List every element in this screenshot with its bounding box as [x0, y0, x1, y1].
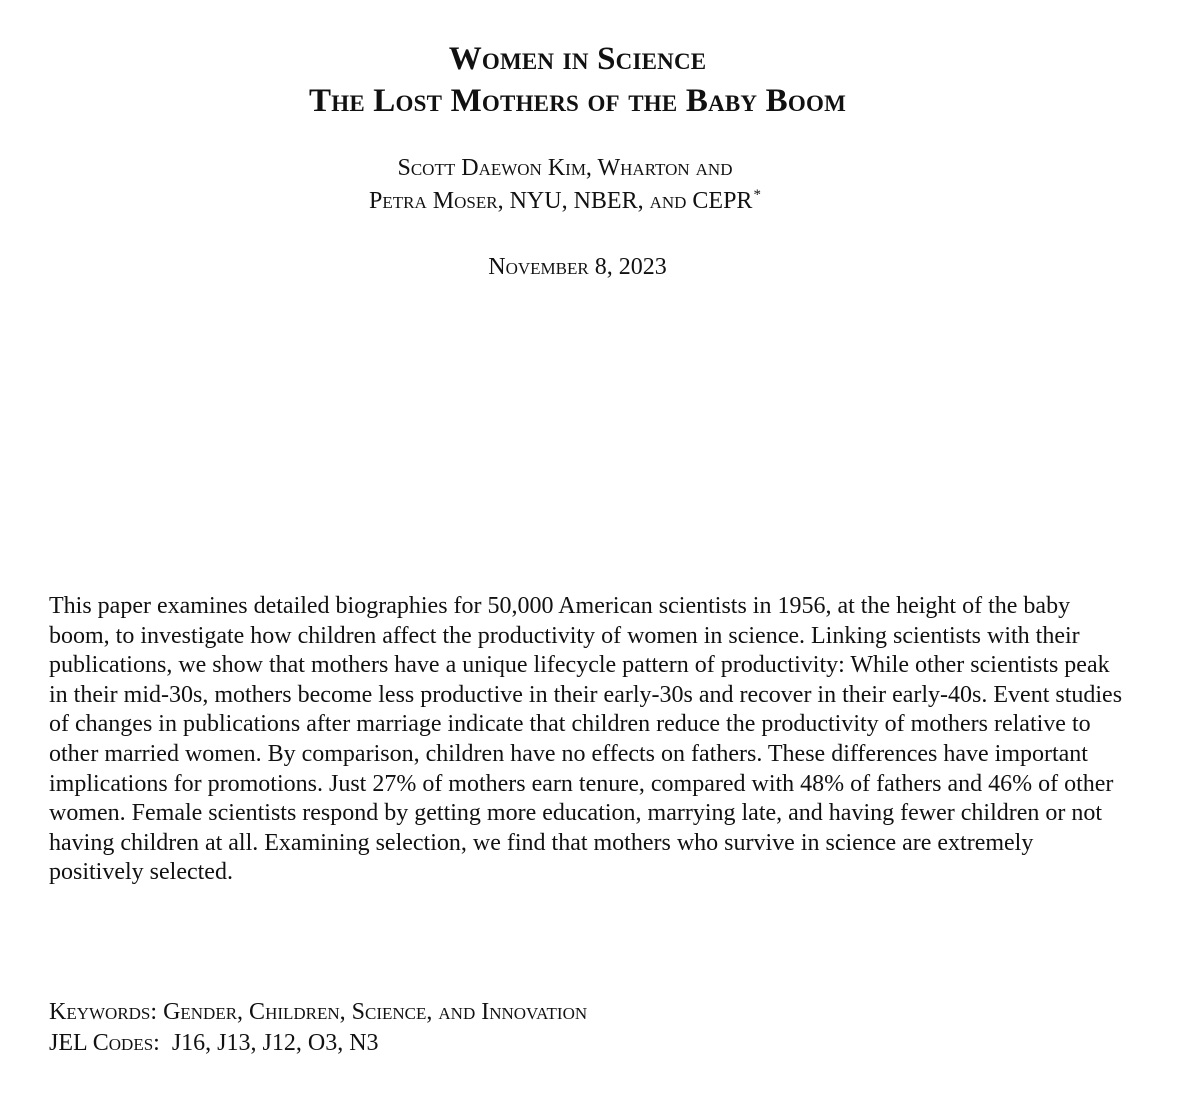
footnote-mark: *	[753, 187, 761, 203]
title-line-1: Women in Science	[448, 41, 707, 77]
author-line-2-text: Petra Moser, NYU, NBER, and CEPR	[369, 188, 753, 214]
author-block	[0, 152, 1130, 218]
jel-codes-label: JEL Codes:	[49, 1030, 160, 1056]
paper-title	[0, 38, 1155, 122]
keywords-label: Keywords:	[49, 999, 158, 1025]
abstract-paragraph: This paper examines detailed biographies for 50,000 American scientists in 1956, at the height of the baby boom, to investigate how children affect the productivity of women in science. Linking scientists with their publications, we show that mothers have a unique lifecycle pattern of productivity: While other scientists peak in their mid-30s, mothers become less productive in their early-30s and recover in their early-40s. Event studies of changes in publications after marriage indicate that children reduce the productivity of mothers relative to other married women. By comparison, children have no effects on fathers. These differences have important implications for promotions. Just 27% of mothers earn tenure, compared with 48% of fathers and 46% of other women. Female scientists respond by getting more education, marrying late, and having fewer children or not having children at all. Examining selection, we find that mothers who survive in science are extremely positively selected.	[49, 593, 1123, 886]
author-line-2	[0, 185, 1130, 218]
jel-codes-line	[49, 1028, 1129, 1059]
keywords-block	[49, 997, 1129, 1059]
paper-date: November 8, 2023	[488, 254, 667, 280]
jel-codes-value: J16, J13, J12, O3, N3	[171, 1030, 379, 1056]
title-line-2: The Lost Mothers of the Baby Boom	[309, 83, 846, 119]
keywords-value: Gender, Children, Science, and Innovation	[163, 999, 588, 1025]
author-line-1: Scott Daewon Kim, Wharton and	[397, 155, 733, 181]
keywords-line	[49, 997, 1129, 1028]
